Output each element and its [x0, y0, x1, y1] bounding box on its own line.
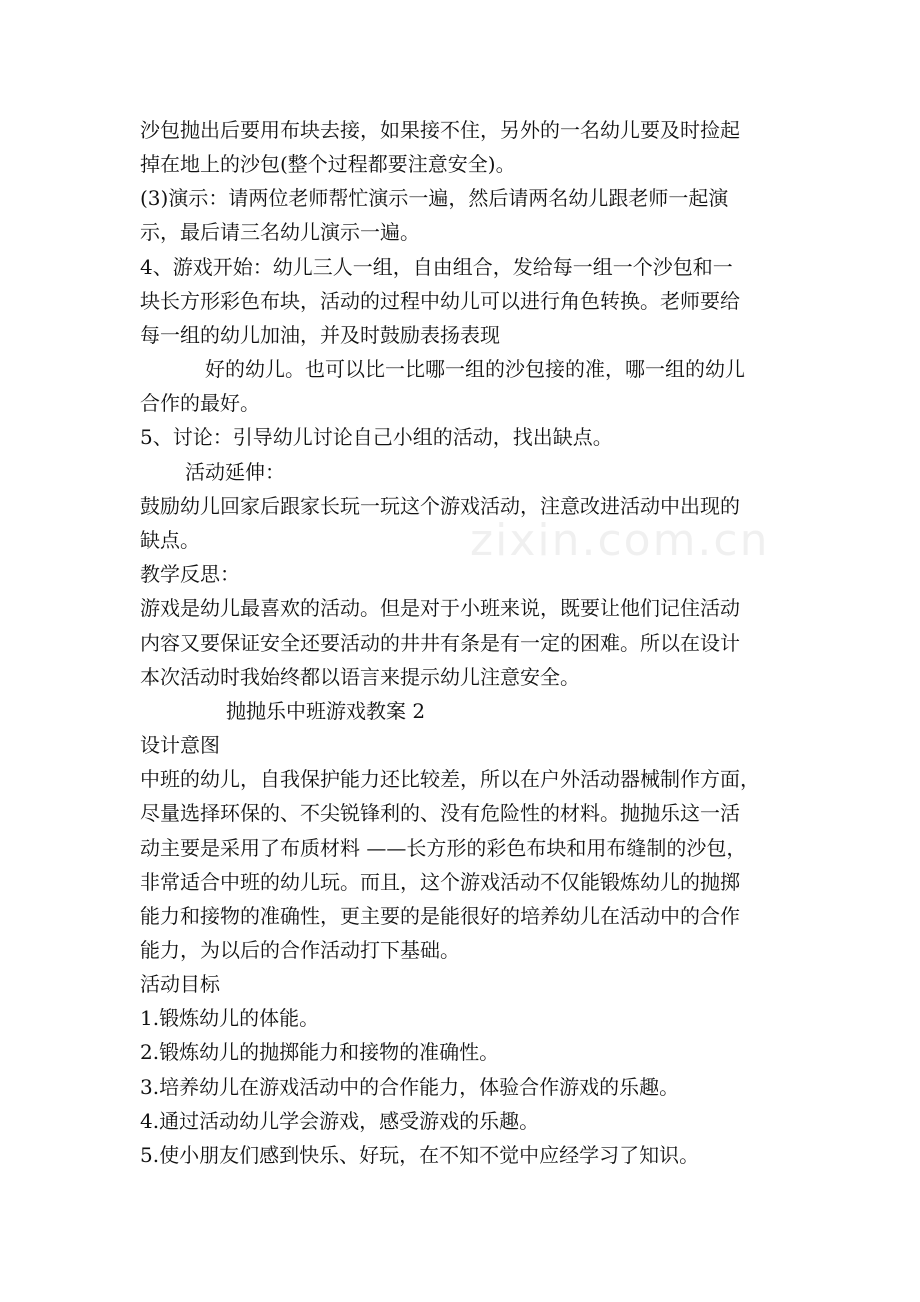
paragraph-line: 每一组的幼儿加油，并及时鼓励表扬表现 — [140, 323, 500, 347]
paragraph-line: 4、游戏开始：幼儿三人一组，自由组合，发给每一组一个沙包和一 — [140, 255, 733, 279]
paragraph-line: 能力和接物的准确性，更主要的是能很好的培养幼儿在活动中的合作 — [140, 904, 740, 928]
paragraph-line: 好的幼儿。也可以比一比哪一组的沙包接的准，哪一组的幼儿 — [205, 357, 745, 381]
paragraph-line: 示，最后请三名幼儿演示一遍。 — [140, 220, 420, 244]
paragraph-line: 动主要是采用了布质材料 ——长方形的彩色布块和用布缝制的沙包， — [140, 836, 747, 860]
paragraph-line: 中班的幼儿，自我保护能力还比较差，所以在户外活动器械制作方面， — [140, 767, 760, 791]
paragraph-line: 缺点。 — [140, 528, 200, 552]
list-item: 1.锻炼幼儿的体能。 — [140, 1006, 320, 1030]
list-item: 3.培养幼儿在游戏活动中的合作能力，体验合作游戏的乐趣。 — [140, 1075, 680, 1099]
section-heading: 设计意图 — [140, 733, 220, 757]
document-title: 抛抛乐中班游戏教案 2 — [226, 699, 426, 723]
paragraph-line: 块长方形彩色布块，活动的过程中幼儿可以进行角色转换。老师要给 — [140, 289, 740, 313]
list-item: 5.使小朋友们感到快乐、好玩，在不知不觉中应经学习了知识。 — [140, 1143, 700, 1167]
paragraph-line: (3)演示：请两位老师帮忙演示一遍，然后请两名幼儿跟老师一起演 — [140, 186, 729, 210]
section-heading: 活动延伸： — [185, 460, 285, 484]
paragraph-line: 掉在地上的沙包(整个过程都要注意安全)。 — [140, 152, 516, 176]
paragraph-line: 能力，为以后的合作活动打下基础。 — [140, 938, 460, 962]
paragraph-line: 鼓励幼儿回家后跟家长玩一玩这个游戏活动，注意改进活动中出现的 — [140, 494, 740, 518]
section-heading: 活动目标 — [140, 972, 220, 996]
section-heading: 教学反思： — [140, 562, 240, 586]
paragraph-line: 尽量选择环保的、不尖锐锋利的、没有危险性的材料。抛抛乐这一活 — [140, 801, 740, 825]
list-item: 4.通过活动幼儿学会游戏，感受游戏的乐趣。 — [140, 1109, 540, 1133]
paragraph-line: 合作的最好。 — [140, 391, 260, 415]
paragraph-line: 本次活动时我始终都以语言来提示幼儿注意安全。 — [140, 665, 580, 689]
list-item: 2.锻炼幼儿的抛掷能力和接物的准确性。 — [140, 1040, 500, 1064]
paragraph-line: 非常适合中班的幼儿玩。而且，这个游戏活动不仅能锻炼幼儿的抛掷 — [140, 870, 740, 894]
watermark: zixin.com.cn — [470, 515, 770, 566]
paragraph-line: 沙包抛出后要用布块去接，如果接不住，另外的一名幼儿要及时捡起 — [140, 118, 740, 142]
paragraph-line: 内容又要保证安全还要活动的井井有条是有一定的困难。所以在设计 — [140, 631, 740, 655]
paragraph-line: 游戏是幼儿最喜欢的活动。但是对于小班来说，既要让他们记住活动 — [140, 596, 740, 620]
paragraph-line: 5、讨论：引导幼儿讨论自己小组的活动，找出缺点。 — [140, 425, 613, 449]
